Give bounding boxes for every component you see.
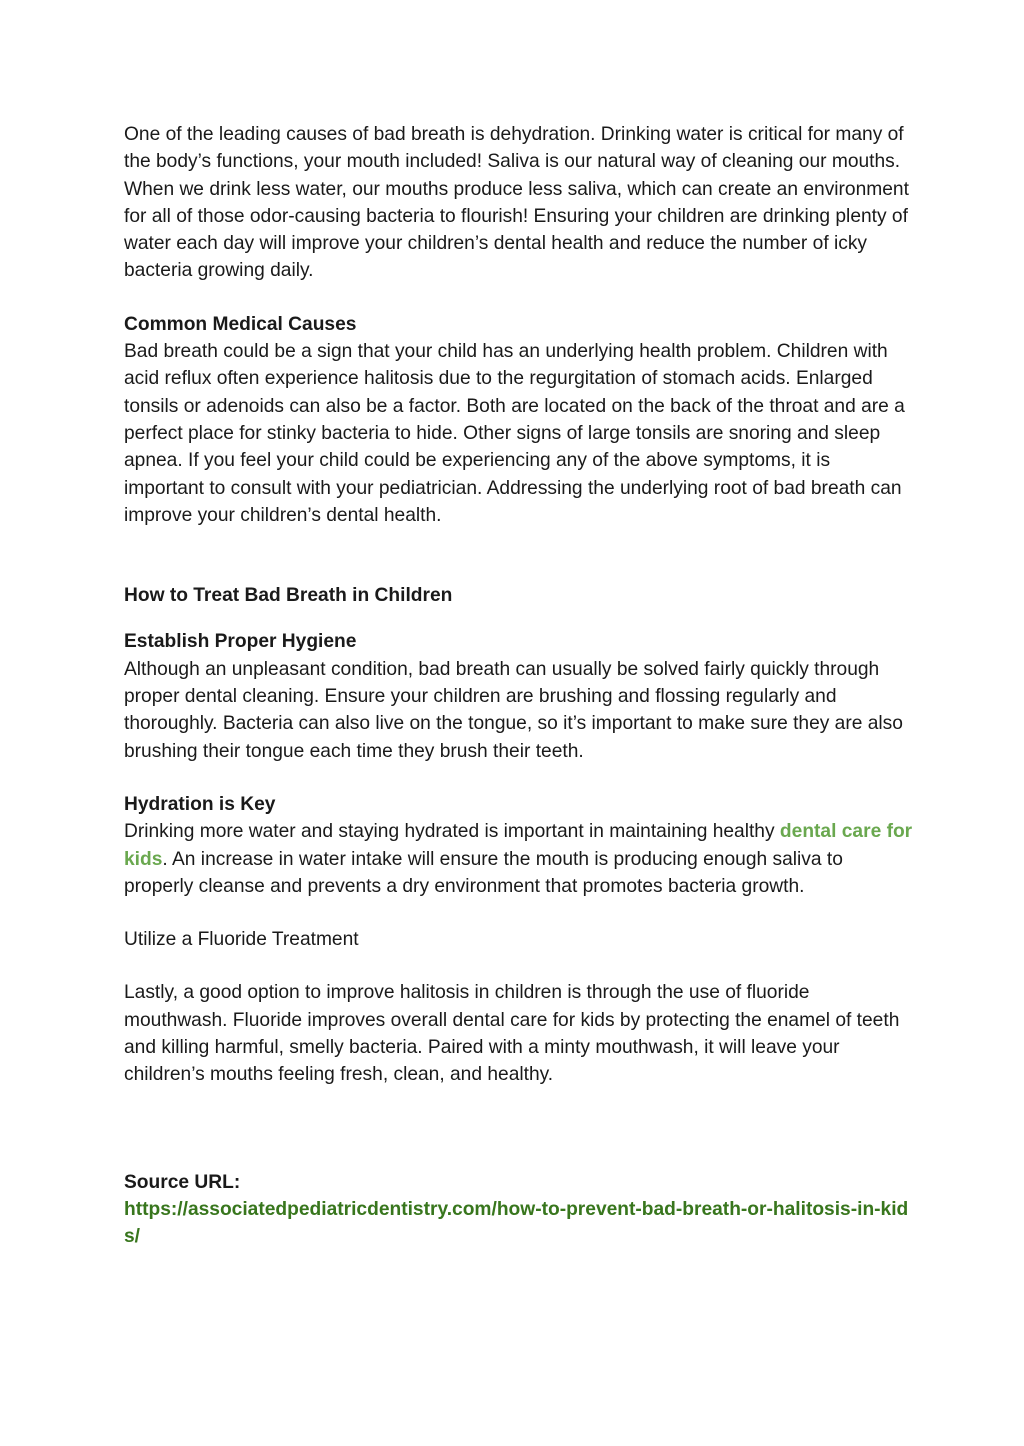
fluoride-treatment-title: Utilize a Fluoride Treatment xyxy=(124,929,359,951)
common-medical-causes-paragraph: Bad breath could be a sign that your child has an underlying health problem. Children with acid reflux often experience halitosis due to the regurgitation of stomach acids. Enlarged tonsils or adenoids can also be a factor. Both are located on the back of the throat and are a perfect place for stinky bacteria to hide. Other signs of large tonsils are snoring and sleep apnea. If you feel your child could be experiencing any of the above symptoms, it is important to consult with your pediatrician. Addressing the underlying root of bad breath can improve your children’s dental health. xyxy=(124,341,905,526)
hydration-heading: Hydration is Key xyxy=(124,793,276,815)
proper-hygiene-paragraph: Although an unpleasant condition, bad breath can usually be solved fairly quickly through proper dental cleaning. Ensure your children are brushing and flossing regularly and thoroughly. Bacteria can also live on the tongue, so it’s important to make sure they are also brushing their tongue each time they brush their teeth. xyxy=(124,658,903,762)
dehydration-paragraph: One of the leading causes of bad breath is dehydration. Drinking water is critical for many of the body’s functions, your mouth included! Saliva is our natural way of cleaning our mouths. When we drink less water, our mouths produce less saliva, which can create an environment for all of those odor-causing bacteria to flourish! Ensuring your children are drinking plenty of water each day will improve your children’s dental health and reduce the number of icky bacteria growing daily. xyxy=(124,124,909,282)
source-url-link[interactable]: https://associatedpediatricdentistry.com/how-to-prevent-bad-breath-or-halitosis-in-kids/ xyxy=(124,1198,909,1248)
proper-hygiene-heading: Establish Proper Hygiene xyxy=(124,631,357,653)
how-to-treat-heading: How to Treat Bad Breath in Children xyxy=(124,585,453,607)
hydration-text-after: . An increase in water intake will ensure the mouth is producing enough saliva to properly cleanse and prevents a dry environment that promotes bacteria growth. xyxy=(124,848,843,897)
fluoride-paragraph: Lastly, a good option to improve halitosis in children is through the use of fluoride mouthwash. Fluoride improves overall dental care for kids by protecting the enamel of teeth and killing harmful, smelly bacteria. Paired with a minty mouthwash, it will leave your children’s mouths feeling fresh, clean, and healthy. xyxy=(124,982,900,1086)
common-medical-causes-heading: Common Medical Causes xyxy=(124,313,357,335)
document-page xyxy=(124,121,914,1251)
dental-care-link[interactable]: dental care for kids xyxy=(124,821,913,870)
source-url-label: Source URL: xyxy=(124,1171,241,1193)
hydration-paragraph xyxy=(124,818,914,900)
hydration-text-before: Drinking more water and staying hydrated is important in maintaining healthy xyxy=(124,821,780,843)
